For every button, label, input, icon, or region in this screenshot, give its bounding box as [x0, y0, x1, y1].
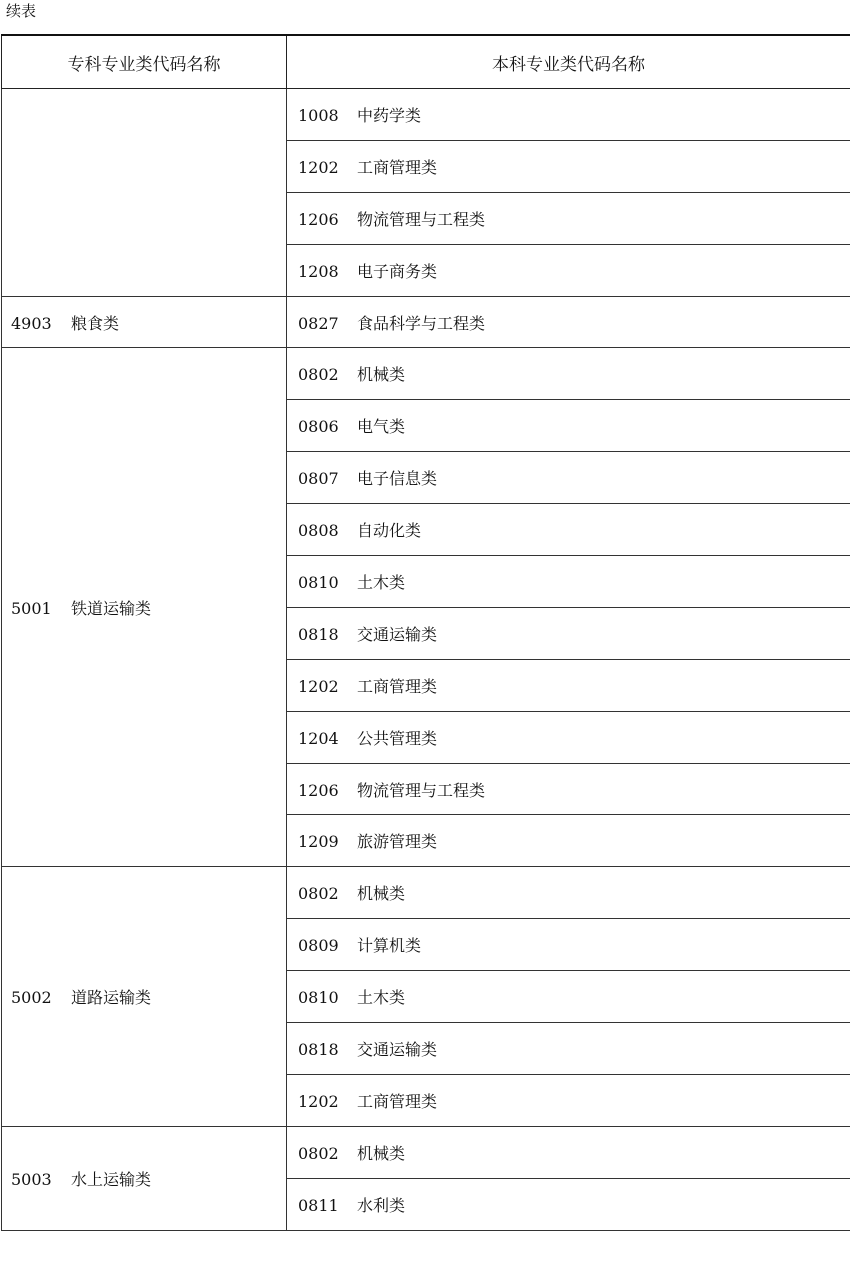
undergraduate-major-name: 机械类 — [357, 884, 406, 904]
undergraduate-major-code: 1202 — [298, 676, 339, 696]
undergraduate-major-cell — [287, 244, 850, 296]
undergraduate-major-code: 1206 — [298, 209, 339, 229]
undergraduate-major-code: 1208 — [298, 261, 339, 281]
vocational-major-cell — [2, 867, 287, 1126]
table-row — [2, 1126, 850, 1178]
undergraduate-major-name: 中药学类 — [357, 105, 422, 125]
undergraduate-major-cell — [287, 607, 850, 659]
undergraduate-major-code: 0802 — [298, 1143, 339, 1163]
undergraduate-major-code: 1202 — [298, 157, 339, 177]
undergraduate-major-name: 电子商务类 — [357, 261, 438, 281]
undergraduate-major-code: 1209 — [298, 832, 339, 852]
undergraduate-major-cell — [287, 867, 850, 919]
undergraduate-major-cell — [287, 296, 850, 348]
undergraduate-major-cell — [287, 192, 850, 244]
undergraduate-major-name: 交通运输类 — [357, 1039, 438, 1059]
undergraduate-major-cell — [287, 919, 850, 971]
vocational-major-cell — [2, 296, 287, 348]
undergraduate-major-name: 食品科学与工程类 — [357, 313, 486, 333]
undergraduate-major-code: 0810 — [298, 572, 339, 592]
undergraduate-major-name: 机械类 — [357, 365, 406, 385]
undergraduate-major-cell — [287, 815, 850, 867]
undergraduate-major-name: 电子信息类 — [357, 469, 438, 489]
table-caption: 续表 — [6, 2, 37, 20]
vocational-major-cell — [2, 1126, 287, 1230]
undergraduate-major-cell — [287, 763, 850, 815]
undergraduate-major-code: 0809 — [298, 936, 339, 956]
vocational-major-code: 5001 — [11, 598, 52, 618]
header-vocational-major-class: 专科专业类代码名称 — [2, 35, 287, 89]
undergraduate-major-cell — [287, 556, 850, 608]
undergraduate-major-cell — [287, 711, 850, 763]
table-row — [2, 867, 850, 919]
undergraduate-major-code: 1008 — [298, 105, 339, 125]
undergraduate-major-name: 工商管理类 — [357, 157, 438, 177]
undergraduate-major-name: 物流管理与工程类 — [357, 209, 486, 229]
vocational-major-cell — [2, 348, 287, 867]
table-row — [2, 89, 850, 141]
table-row — [2, 348, 850, 400]
undergraduate-major-cell — [287, 1126, 850, 1178]
undergraduate-major-code: 0811 — [298, 1195, 339, 1215]
undergraduate-major-code: 1202 — [298, 1091, 339, 1111]
undergraduate-major-name: 旅游管理类 — [357, 832, 438, 852]
undergraduate-major-code: 1204 — [298, 728, 339, 748]
undergraduate-major-code: 0802 — [298, 884, 339, 904]
vocational-major-code: 4903 — [11, 313, 52, 333]
undergraduate-major-cell — [287, 659, 850, 711]
table-row — [2, 296, 850, 348]
undergraduate-major-name: 计算机类 — [357, 936, 422, 956]
undergraduate-major-name: 机械类 — [357, 1143, 406, 1163]
undergraduate-major-code: 0818 — [298, 1039, 339, 1059]
undergraduate-major-name: 物流管理与工程类 — [357, 780, 486, 800]
vocational-major-cell — [2, 89, 287, 297]
undergraduate-major-code: 1206 — [298, 780, 339, 800]
undergraduate-major-cell — [287, 504, 850, 556]
undergraduate-major-code: 0818 — [298, 624, 339, 644]
vocational-major-name: 粮食类 — [71, 313, 120, 333]
undergraduate-major-code: 0808 — [298, 521, 339, 541]
undergraduate-major-code: 0827 — [298, 313, 339, 333]
undergraduate-major-cell — [287, 971, 850, 1023]
undergraduate-major-name: 工商管理类 — [357, 676, 438, 696]
undergraduate-major-code: 0806 — [298, 417, 339, 437]
undergraduate-major-cell — [287, 348, 850, 400]
undergraduate-major-name: 土木类 — [357, 988, 406, 1008]
vocational-major-code: 5002 — [11, 988, 52, 1008]
header-row — [2, 35, 850, 89]
vocational-major-name: 铁道运输类 — [71, 598, 152, 618]
undergraduate-major-cell — [287, 1023, 850, 1075]
undergraduate-major-cell — [287, 140, 850, 192]
undergraduate-major-name: 电气类 — [357, 417, 406, 437]
undergraduate-major-name: 土木类 — [357, 572, 406, 592]
undergraduate-major-code: 0807 — [298, 469, 339, 489]
undergraduate-major-name: 工商管理类 — [357, 1091, 438, 1111]
undergraduate-major-name: 自动化类 — [357, 521, 422, 541]
undergraduate-major-cell — [287, 452, 850, 504]
undergraduate-major-code: 0802 — [298, 365, 339, 385]
table-body — [2, 89, 850, 1231]
undergraduate-major-name: 水利类 — [357, 1195, 406, 1215]
undergraduate-major-cell — [287, 89, 850, 141]
undergraduate-major-name: 公共管理类 — [357, 728, 438, 748]
undergraduate-major-cell — [287, 1074, 850, 1126]
major-mapping-table — [1, 34, 850, 1231]
header-undergraduate-major-class: 本科专业类代码名称 — [287, 35, 850, 89]
undergraduate-major-name: 交通运输类 — [357, 624, 438, 644]
vocational-major-code: 5003 — [11, 1169, 52, 1189]
undergraduate-major-code: 0810 — [298, 988, 339, 1008]
vocational-major-name: 水上运输类 — [71, 1169, 152, 1189]
undergraduate-major-cell — [287, 400, 850, 452]
vocational-major-name: 道路运输类 — [71, 988, 152, 1008]
undergraduate-major-cell — [287, 1178, 850, 1230]
